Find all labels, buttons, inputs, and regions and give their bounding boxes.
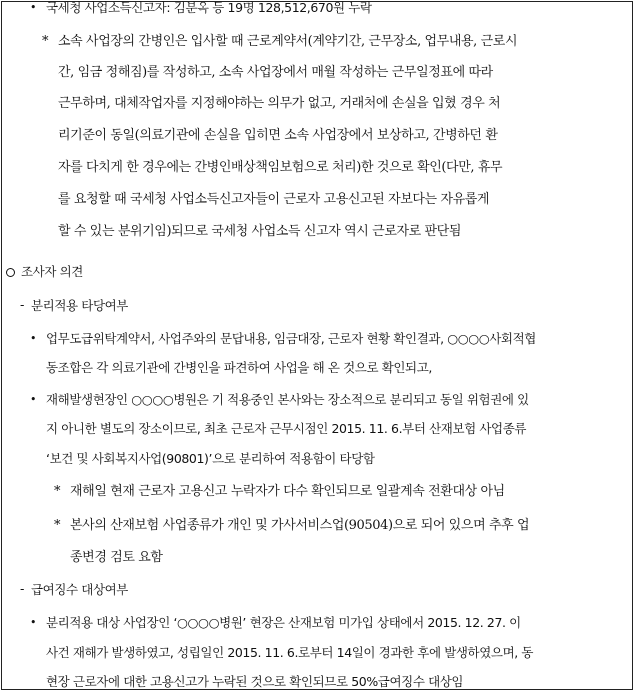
paragraph-line: 분리적용 대상 사업장인 ‘○○○○병원’ 현장은 산재보험 미가입 상태에서 2015. 12. 27. 이 [46,615,521,630]
paragraph-line: 사건 재해가 발생하였고, 성립일인 2015. 11. 6.로부터 14일이 경과한 후에 발생하였으며, 동 [46,645,534,660]
note-line: 재해일 현재 근로자 고용신고 누락자가 다수 확인되므로 일괄계속 전환대상 아님 [70,484,505,499]
note-line: 간, 임금 정해짐)를 작성하고, 소속 사업장에서 매월 작성하는 근무일정표에 따라 [58,65,493,80]
subsection-title: 분리적용 타당여부 [31,298,128,313]
paragraph-line: 동조합은 각 의료기관에 간병인을 파견하여 사업을 해 온 것으로 확인되고, [46,360,432,375]
bullet-mark: • [30,332,37,345]
bullet-mark: • [30,616,37,629]
bullet-mark: • [30,393,37,406]
section-circle-marker [6,268,15,277]
note-line: 근무하며, 대체작업자를 지정해야하는 의무가 없고, 거래처에 손실을 입혔 경우 처 [58,96,501,111]
dash-mark: - [20,582,25,597]
opinion-heading: 조사자 의견 [21,264,83,279]
dash-mark: - [20,298,25,313]
note-line: 소속 사업장의 간병인은 입사할 때 근로계약서(계약기간, 근무장소, 업무내용, 근로시 [58,34,518,49]
subsection-title: 급여징수 대상여부 [31,582,128,597]
paragraph-line: 재해발생현장인 ○○○○병원은 기 적용중인 본사와는 장소적으로 분리되고 동일 위험권에 있 [46,392,529,407]
note-star: * [42,34,49,49]
note-star: * [54,484,61,499]
nts-income-reporters-line: 국세청 사업소득신고자: 김분옥 등 19명 128,512,670원 누락 [46,0,372,15]
paragraph-line: ‘보건 및 사회복지사업(90801)’으로 분리하여 적용함이 타당함 [46,451,375,466]
note-line: 리기준이 동일(의료기관에 손실을 입히면 소속 사업장에서 보상하고, 간병하던 환 [58,128,498,143]
note-line: 할 수 있는 분위기임)되므로 국세청 사업소득 신고자 역시 근로자로 판단됨 [58,224,462,239]
paragraph-line: 업무도급위탁계약서, 사업주와의 문답내용, 임금대장, 근로자 현황 확인결과, ○○○○사회적협 [46,331,536,346]
bullet-mark: • [30,1,37,14]
note-line: 본사의 산재보험 사업종류가 개인 및 가사서비스업(90504)으로 되어 있으며 추후 업 [70,518,530,533]
note-line: 를 요청할 때 국세청 사업소득신고자들이 근로자 고용신고된 자보다는 자유롭게 [58,192,490,207]
note-star: * [54,518,61,533]
note-line: 종변경 검토 요함 [70,550,163,565]
note-line: 자를 다치게 한 경우에는 간병인배상책임보험으로 처리)한 것으로 확인(다만, 휴무 [58,160,503,175]
paragraph-line: 지 아니한 별도의 장소이므로, 최초 근로자 근무시점인 2015. 11. 6.부터 산재보험 사업종류 [46,421,527,436]
paragraph-line: 현장 근로자에 대한 고용신고가 누락된 것으로 확인되므로 50%급여징수 대상임 [46,674,464,689]
